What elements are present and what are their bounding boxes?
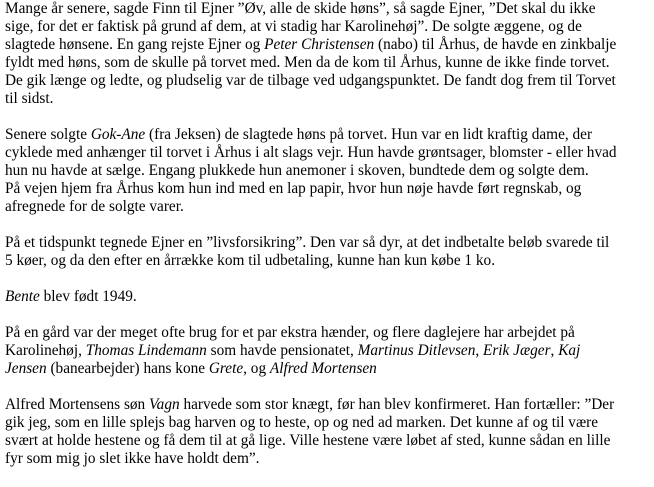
person-name: Vagn — [149, 396, 180, 413]
text-segment: fyldt med høns, som de skulle på torvet med. Men da de kom til Århus, kunne de ikke finde torvet. — [5, 54, 610, 71]
person-name: Alfred Mortensen — [269, 360, 377, 377]
person-name: Kaj — [558, 342, 581, 359]
text-line — [5, 198, 651, 216]
text-line — [5, 342, 651, 360]
text-line — [5, 162, 651, 180]
text-line — [5, 54, 651, 72]
text-line — [5, 396, 651, 414]
text-segment: Senere solgte — [5, 126, 91, 143]
text-segment: (banearbejder) hans kone — [46, 360, 209, 377]
person-name: Gok-Ane — [90, 126, 146, 143]
text-line — [5, 0, 651, 18]
text-segment: , — [550, 342, 559, 359]
text-segment: (nabo) til Århus, de havde en zinkbalje — [374, 36, 617, 53]
text-line — [5, 414, 651, 432]
paragraph — [5, 234, 651, 270]
text-line — [5, 360, 651, 378]
text-segment: afregnede for de solgte varer. — [5, 198, 184, 215]
text-segment: blev født 1949. — [39, 288, 137, 305]
text-segment: Alfred Mortensens søn — [5, 396, 150, 413]
text-segment: , — [475, 342, 483, 359]
text-segment: sige, for det er faktisk på grund af dem, at vi stadig har Karolinehøj”. De solgte æggene, og de — [5, 18, 582, 35]
text-line — [5, 90, 651, 108]
text-line — [5, 180, 651, 198]
document-page — [5, 0, 651, 486]
person-name: Peter Christensen — [264, 36, 375, 53]
text-segment: hun nu havde at sælge. Engang plukkede hun anemoner i skoven, bundtede dem og solgte dem. — [5, 162, 589, 179]
paragraph — [5, 324, 651, 378]
text-line — [5, 288, 651, 306]
text-segment: Mange år senere, sagde Finn til Ejner ”Øv, alle de skide høns”, så sagde Ejner, ”Det skal du ikke — [5, 0, 596, 17]
person-name: Grete — [208, 360, 244, 377]
text-segment: 5 køer, og da den efter en årrække kom til udbetaling, kunne han kun købe 1 ko. — [5, 252, 496, 269]
text-segment: til sidst. — [5, 90, 54, 107]
text-segment: harvede som stor knægt, før han blev konfirmeret. Han fortæller: ”Der — [179, 396, 615, 413]
text-line — [5, 234, 651, 252]
text-line — [5, 144, 651, 162]
text-segment: De gik længe og ledte, og pludselig var de tilbage ved udgangspunktet. De fandt dog frem til Torvet — [5, 72, 616, 89]
text-line — [5, 72, 651, 90]
text-segment: fyr som mig jo slet ikke have holdt dem”. — [5, 450, 260, 467]
text-line — [5, 36, 651, 54]
text-segment: cyklede med anhænger til torvet i Århus i alt slags vejr. Hun havde grøntsager, blomster - eller hvad — [5, 144, 617, 161]
text-segment: slagtede hønsene. En gang rejste Ejner og — [5, 36, 265, 53]
text-segment: (fra Jeksen) de slagtede høns på torvet. Hun var en lidt kraftig dame, der — [145, 126, 593, 143]
text-line — [5, 18, 651, 36]
paragraph — [5, 0, 651, 108]
text-segment: , og — [243, 360, 270, 377]
person-name: Thomas Lindemann — [85, 342, 207, 359]
person-name: Bente — [5, 288, 40, 305]
text-line — [5, 324, 651, 342]
person-name: Jensen — [5, 360, 47, 377]
text-segment: gik jeg, som en lille splejs bag harven og to heste, op og ned ad marken. Det kunne af og til være — [5, 414, 599, 431]
text-segment: som havde pensionatet, — [206, 342, 358, 359]
paragraph — [5, 396, 651, 468]
paragraph — [5, 288, 651, 306]
text-segment: Karolinehøj, — [5, 342, 86, 359]
text-segment: På vejen hjem fra Århus kom hun ind med en lap papir, hvor hun nøje havde ført regnskab, og — [5, 180, 582, 197]
text-segment: svært at holde hestene og få dem til at gå lige. Ville hestene være løbet af sted, kunne sådan en lille — [5, 432, 611, 449]
text-line — [5, 252, 651, 270]
paragraph — [5, 126, 651, 216]
person-name: Erik Jæger — [483, 342, 551, 359]
text-line — [5, 432, 651, 450]
text-line — [5, 126, 651, 144]
text-segment: På en gård var der meget ofte brug for et par ekstra hænder, og flere daglejere har arbejdet på — [5, 324, 575, 341]
text-segment: På et tidspunkt tegnede Ejner en ”livsforsikring”. Den var så dyr, at det indbetalte beløb svarede til — [5, 234, 610, 251]
text-line — [5, 450, 651, 468]
person-name: Martinus Ditlevsen — [357, 342, 476, 359]
